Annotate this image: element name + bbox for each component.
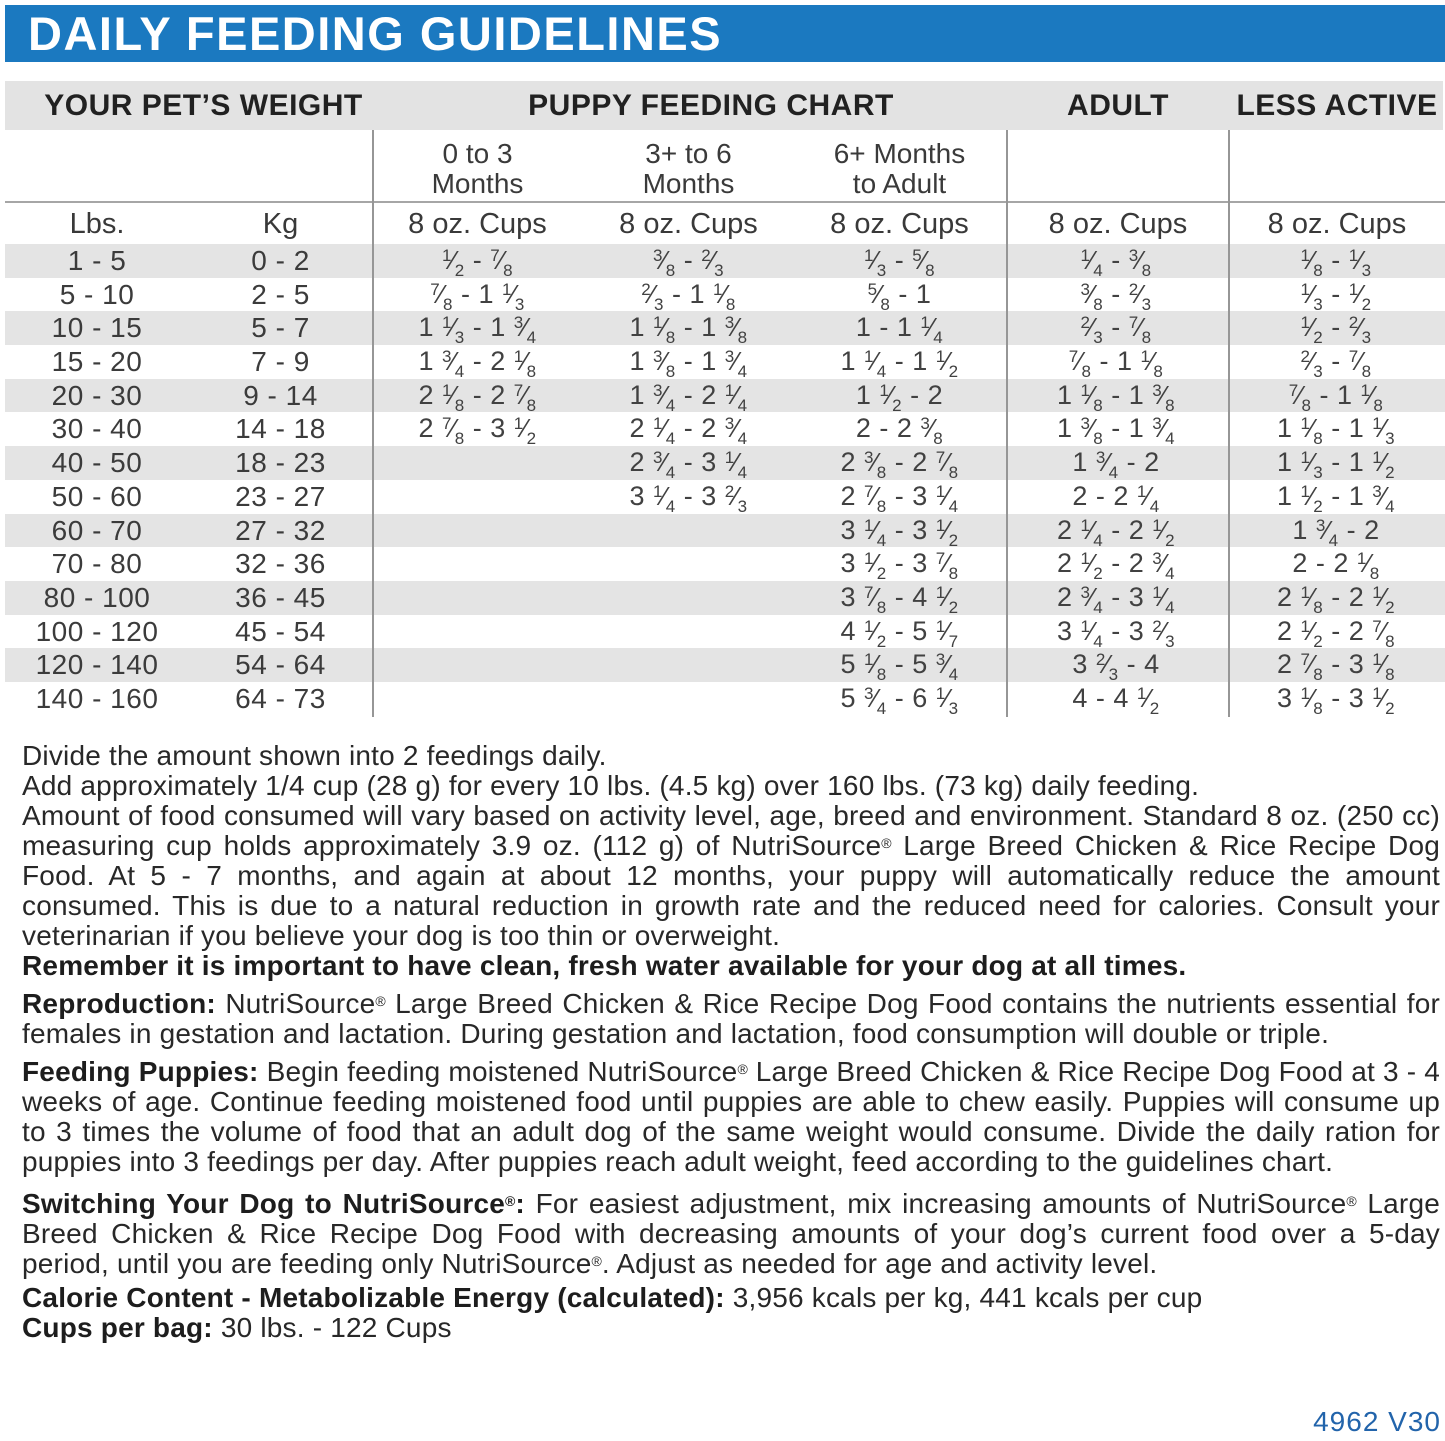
unit-label-cups-puppy-3-6: 8 oz. Cups [619, 208, 758, 240]
cell-puppy-0-3-months [372, 648, 583, 682]
cell-puppy-3-6-months [583, 682, 794, 716]
cell-lbs: 100 - 120 [35, 615, 159, 647]
cell-adult: 3 $^1⁄_4 - 3$ $^2⁄_3$ [1056, 615, 1176, 651]
cell-kg: 5 - 7 [251, 312, 310, 344]
cell-puppy-0-3-months: 1 $^1⁄_3 - 1$ $^3⁄_4$ [418, 312, 537, 348]
column-header-6-months-adult: 6+ Months to Adult [833, 138, 966, 199]
paragraph-reproduction-lead: Reproduction: [22, 988, 226, 1019]
cell-puppy-3-6-months: 1 $^3⁄_4 - 2$ $^1⁄_4$ [629, 379, 748, 415]
cell-kg: 64 - 73 [235, 682, 326, 714]
unit-label-lbs: Lbs. [69, 208, 125, 240]
paragraph-reproduction [22, 989, 1440, 1049]
note-add-quarter-cup: Add approximately 1/4 cup (28 g) for every 10 lbs. (4.5 kg) over 160 lbs. (73 kg) daily feeding. [22, 770, 1200, 801]
cell-puppy-3-6-months: 3 $^1⁄_4 - 3$ $^2⁄_3$ [629, 480, 748, 516]
line-calorie-content [22, 1283, 1440, 1313]
paragraph-switching-lead: Switching Your Dog to NutriSource®: [22, 1188, 536, 1219]
cell-puppy-0-3-months: 1 $^3⁄_4 - 2$ $^1⁄_8$ [418, 346, 537, 382]
header-puppy-feeding-chart: PUPPY FEEDING CHART [528, 89, 894, 122]
product-code: 4962 V30 [1313, 1406, 1441, 1437]
cell-puppy-3-6-months: 2 $^3⁄_4 - 3$ $^1⁄_4$ [629, 447, 748, 483]
title-bar [5, 5, 1445, 62]
line-cups-per-bag [22, 1313, 1440, 1343]
cell-lbs: 15 - 20 [51, 346, 143, 378]
cell-less-active: 1 $^1⁄_2 - 1$ $^3⁄_4$ [1276, 480, 1396, 516]
cell-adult: 4 - 4 $^1⁄_2$ [1072, 682, 1160, 718]
cell-lbs: 5 - 10 [59, 278, 135, 310]
cell-puppy-3-6-months [583, 648, 794, 682]
cell-kg: 23 - 27 [235, 480, 326, 512]
cell-adult: $^2⁄_3$ - $^7⁄_8$ [1080, 312, 1152, 348]
cell-kg: 36 - 45 [235, 581, 326, 613]
line-cups-per-bag-lead: Cups per bag: [22, 1312, 221, 1343]
unit-label-kg: Kg [262, 208, 299, 240]
cell-adult: 2 - 2 $^1⁄_4$ [1072, 480, 1160, 516]
cell-lbs: 40 - 50 [51, 447, 143, 479]
cell-kg: 45 - 54 [235, 615, 326, 647]
cell-puppy-0-3-months [372, 480, 583, 514]
cell-lbs: 10 - 15 [51, 312, 143, 344]
paragraph-feeding-puppies [22, 1057, 1440, 1177]
cell-adult: 1 $^3⁄_4 - 2$ [1072, 447, 1160, 483]
cell-puppy-3-6-months [583, 615, 794, 649]
cell-lbs: 70 - 80 [51, 548, 143, 580]
cell-lbs: 120 - 140 [35, 649, 159, 681]
cell-puppy-6-months-adult: 3 $^7⁄_8 - 4$ $^1⁄_2$ [840, 581, 959, 617]
cell-kg: 0 - 2 [251, 245, 310, 276]
paragraph-switching-text: For easiest adjustment, mix increasing amounts of NutriSource® Large Breed Chicken & Rice Recipe Dog Food with decreasing amounts of your dog’s current food over a 5-day period, until you are feeding only NutriSource®. Adjust as needed for age and activity level. [22, 1188, 1440, 1279]
cell-less-active: 1 $^1⁄_3 - 1$ $^1⁄_2$ [1276, 447, 1396, 483]
cell-less-active: 1 $^3⁄_4 - 2$ [1292, 514, 1380, 550]
cell-puppy-3-6-months [583, 581, 794, 615]
cell-puppy-0-3-months: 2 $^1⁄_8 - 2$ $^7⁄_8$ [418, 379, 537, 415]
cell-less-active: 3 $^1⁄_8 - 3$ $^1⁄_2$ [1276, 682, 1396, 718]
cell-puppy-6-months-adult: 5 $^1⁄_8 - 5$ $^3⁄_4$ [840, 649, 959, 685]
note-fresh-water: Remember it is important to have clean, fresh water available for your dog at all times. [22, 950, 1187, 981]
cell-puppy-0-3-months [372, 514, 583, 548]
cell-puppy-6-months-adult: 2 $^3⁄_8 - 2$ $^7⁄_8$ [840, 447, 959, 483]
cell-lbs: 20 - 30 [51, 379, 143, 411]
header-your-pets-weight: YOUR PET’S WEIGHT [44, 89, 363, 122]
unit-label-cups-puppy-6-adult: 8 oz. Cups [830, 208, 969, 240]
cell-puppy-0-3-months [372, 682, 583, 716]
cell-lbs: 50 - 60 [51, 480, 143, 512]
cell-lbs: 1 - 5 [67, 245, 127, 276]
divider-adult-less-active [1228, 130, 1230, 717]
paragraph-feeding-puppies-lead: Feeding Puppies: [22, 1056, 267, 1087]
divider-puppy-adult [1006, 130, 1008, 717]
cell-lbs: 30 - 40 [51, 413, 143, 445]
cell-less-active: 2 $^1⁄_8 - 2$ $^1⁄_2$ [1276, 581, 1396, 617]
cell-puppy-3-6-months [583, 547, 794, 581]
cell-less-active: 2 $^1⁄_2 - 2$ $^7⁄_8$ [1276, 615, 1396, 651]
cell-puppy-0-3-months: $^7⁄_8 - 1$ $^1⁄_3$ [430, 278, 525, 314]
cell-less-active: 1 $^1⁄_8 - 1$ $^1⁄_3$ [1276, 413, 1396, 449]
page-title: DAILY FEEDING GUIDELINES [28, 7, 723, 60]
unit-label-cups-less-active: 8 oz. Cups [1267, 208, 1407, 240]
cell-adult: $^7⁄_8 - 1$ $^1⁄_8$ [1068, 346, 1164, 382]
column-header-0-3-months: 0 to 3 Months [431, 138, 524, 199]
cell-puppy-6-months-adult: $^5⁄_8 - 1$ [867, 278, 932, 314]
cell-less-active: $^1⁄_8$ - $^1⁄_3$ [1300, 245, 1372, 280]
cell-adult: 1 $^3⁄_8 - 1$ $^3⁄_4$ [1056, 413, 1176, 449]
cell-puppy-6-months-adult: 1 $^1⁄_2 - 2$ [855, 379, 944, 415]
unit-label-cups-adult: 8 oz. Cups [1048, 208, 1188, 240]
line-calorie-content-text: 3,956 kcals per kg, 441 kcals per cup [732, 1282, 1203, 1313]
cell-puppy-0-3-months [372, 581, 583, 615]
cell-adult: $^1⁄_4$ - $^3⁄_8$ [1080, 245, 1152, 280]
cell-lbs: 140 - 160 [35, 682, 159, 714]
note-amount-varies: Amount of food consumed will vary based on activity level, age, breed and environment. Standard 8 oz. (250 cc) measuring cup holds approximately 3.9 oz. (112 g) of NutriSource® Large Breed Chicken & Rice Recipe Dog Food. At 5 - 7 months, and again at about 12 months, your puppy will automatically reduce the amount consumed. This is due to a natural reduction in growth rate and the reduced need for calories. Consult your veterinarian if you believe your dog is too thin or overweight. [22, 800, 1440, 951]
cell-adult: 3 $^2⁄_3 - 4$ [1072, 649, 1160, 685]
cell-adult: 2 $^1⁄_2 - 2$ $^3⁄_4$ [1056, 548, 1176, 584]
paragraph-reproduction-text: NutriSource® Large Breed Chicken & Rice Recipe Dog Food contains the nutrients essential for females in gestation and lactation. During gestation and lactation, food consumption will double or triple. [22, 988, 1440, 1049]
cell-kg: 18 - 23 [235, 447, 326, 479]
cell-puppy-6-months-adult: 3 $^1⁄_2 - 3$ $^7⁄_8$ [840, 548, 959, 584]
cell-puppy-3-6-months: $^2⁄_3 - 1$ $^1⁄_8$ [641, 278, 736, 314]
divider-weight-puppy [372, 130, 374, 717]
cell-puppy-3-6-months: 2 $^1⁄_4 - 2$ $^3⁄_4$ [629, 413, 748, 449]
header-less-active: LESS ACTIVE [1236, 89, 1438, 122]
cell-kg: 7 - 9 [251, 346, 310, 378]
cell-less-active: 2 $^7⁄_8 - 3$ $^1⁄_8$ [1276, 649, 1396, 685]
notes-section [22, 741, 1440, 1343]
cell-less-active: $^1⁄_3$ - $^1⁄_2$ [1300, 278, 1372, 314]
cell-kg: 14 - 18 [235, 413, 326, 445]
unit-label-cups-puppy-0-3: 8 oz. Cups [408, 208, 547, 240]
cell-lbs: 80 - 100 [43, 581, 151, 613]
cell-kg: 54 - 64 [235, 649, 326, 681]
cell-less-active: 2 - 2 $^1⁄_8$ [1292, 548, 1380, 584]
cell-puppy-3-6-months: 1 $^3⁄_8 - 1$ $^3⁄_4$ [629, 346, 748, 382]
cell-adult: $^3⁄_8$ - $^2⁄_3$ [1080, 278, 1152, 314]
cell-kg: 32 - 36 [235, 548, 326, 580]
cell-kg: 9 - 14 [243, 379, 318, 411]
cell-less-active: $^7⁄_8 - 1$ $^1⁄_8$ [1288, 379, 1384, 415]
cell-puppy-0-3-months [372, 615, 583, 649]
cell-puppy-6-months-adult: 1 - 1 $^1⁄_4$ [855, 312, 944, 348]
paragraph-feeding-puppies-text: Begin feeding moistened NutriSource® Large Breed Chicken & Rice Recipe Dog Food at 3 - 4 weeks of age. Continue feeding moistened food until puppies are able to chew easily. Puppies will consume up to 3 times the volume of food that an adult dog of the same weight would consume. Divide the daily ration for puppies into 3 feedings per day. After puppies reach adult weight, feed according to the guidelines chart. [22, 1056, 1441, 1177]
cell-puppy-6-months-adult: $^1⁄_3$ - $^5⁄_8$ [863, 245, 936, 280]
cell-less-active: $^1⁄_2$ - $^2⁄_3$ [1300, 312, 1372, 348]
cell-puppy-6-months-adult: 3 $^1⁄_4 - 3$ $^1⁄_2$ [840, 514, 959, 550]
header-adult: ADULT [1067, 89, 1169, 122]
paragraph-switching [22, 1189, 1440, 1279]
cell-adult: 1 $^1⁄_8 - 1$ $^3⁄_8$ [1056, 379, 1176, 415]
cell-lbs: 60 - 70 [51, 514, 143, 546]
cell-puppy-3-6-months: 1 $^1⁄_8 - 1$ $^3⁄_8$ [629, 312, 748, 348]
cell-puppy-6-months-adult: 2 - 2 $^3⁄_8$ [855, 413, 944, 449]
cell-adult: 2 $^3⁄_4 - 3$ $^1⁄_4$ [1056, 581, 1176, 617]
cell-puppy-0-3-months [372, 547, 583, 581]
cell-puppy-6-months-adult: 2 $^7⁄_8 - 3$ $^1⁄_4$ [840, 480, 959, 516]
cell-puppy-0-3-months: 2 $^7⁄_8 - 3$ $^1⁄_2$ [418, 413, 537, 449]
line-calorie-content-lead: Calorie Content - Metabolizable Energy (calculated): [22, 1282, 733, 1313]
cell-puppy-6-months-adult: 4 $^1⁄_2 - 5$ $^1⁄_7$ [840, 615, 959, 651]
column-header-3-6-months: 3+ to 6 Months [642, 138, 735, 199]
cell-kg: 2 - 5 [251, 278, 310, 310]
cell-puppy-6-months-adult: 5 $^3⁄_4 - 6$ $^1⁄_3$ [840, 682, 959, 718]
cell-less-active: $^2⁄_3$ - $^7⁄_8$ [1300, 346, 1372, 382]
cell-kg: 27 - 32 [235, 514, 326, 546]
line-cups-per-bag-text: 30 lbs. - 122 Cups [220, 1312, 452, 1343]
cell-puppy-6-months-adult: 1 $^1⁄_4 - 1$ $^1⁄_2$ [840, 346, 959, 382]
cell-puppy-0-3-months [372, 446, 583, 480]
cell-puppy-3-6-months [583, 514, 794, 548]
cell-puppy-3-6-months: $^3⁄_8$ - $^2⁄_3$ [652, 245, 725, 280]
cell-puppy-0-3-months: $^1⁄_2$ - $^7⁄_8$ [441, 245, 514, 280]
cell-adult: 2 $^1⁄_4 - 2$ $^1⁄_2$ [1056, 514, 1176, 550]
note-feedings-daily: Divide the amount shown into 2 feedings daily. [22, 740, 607, 771]
